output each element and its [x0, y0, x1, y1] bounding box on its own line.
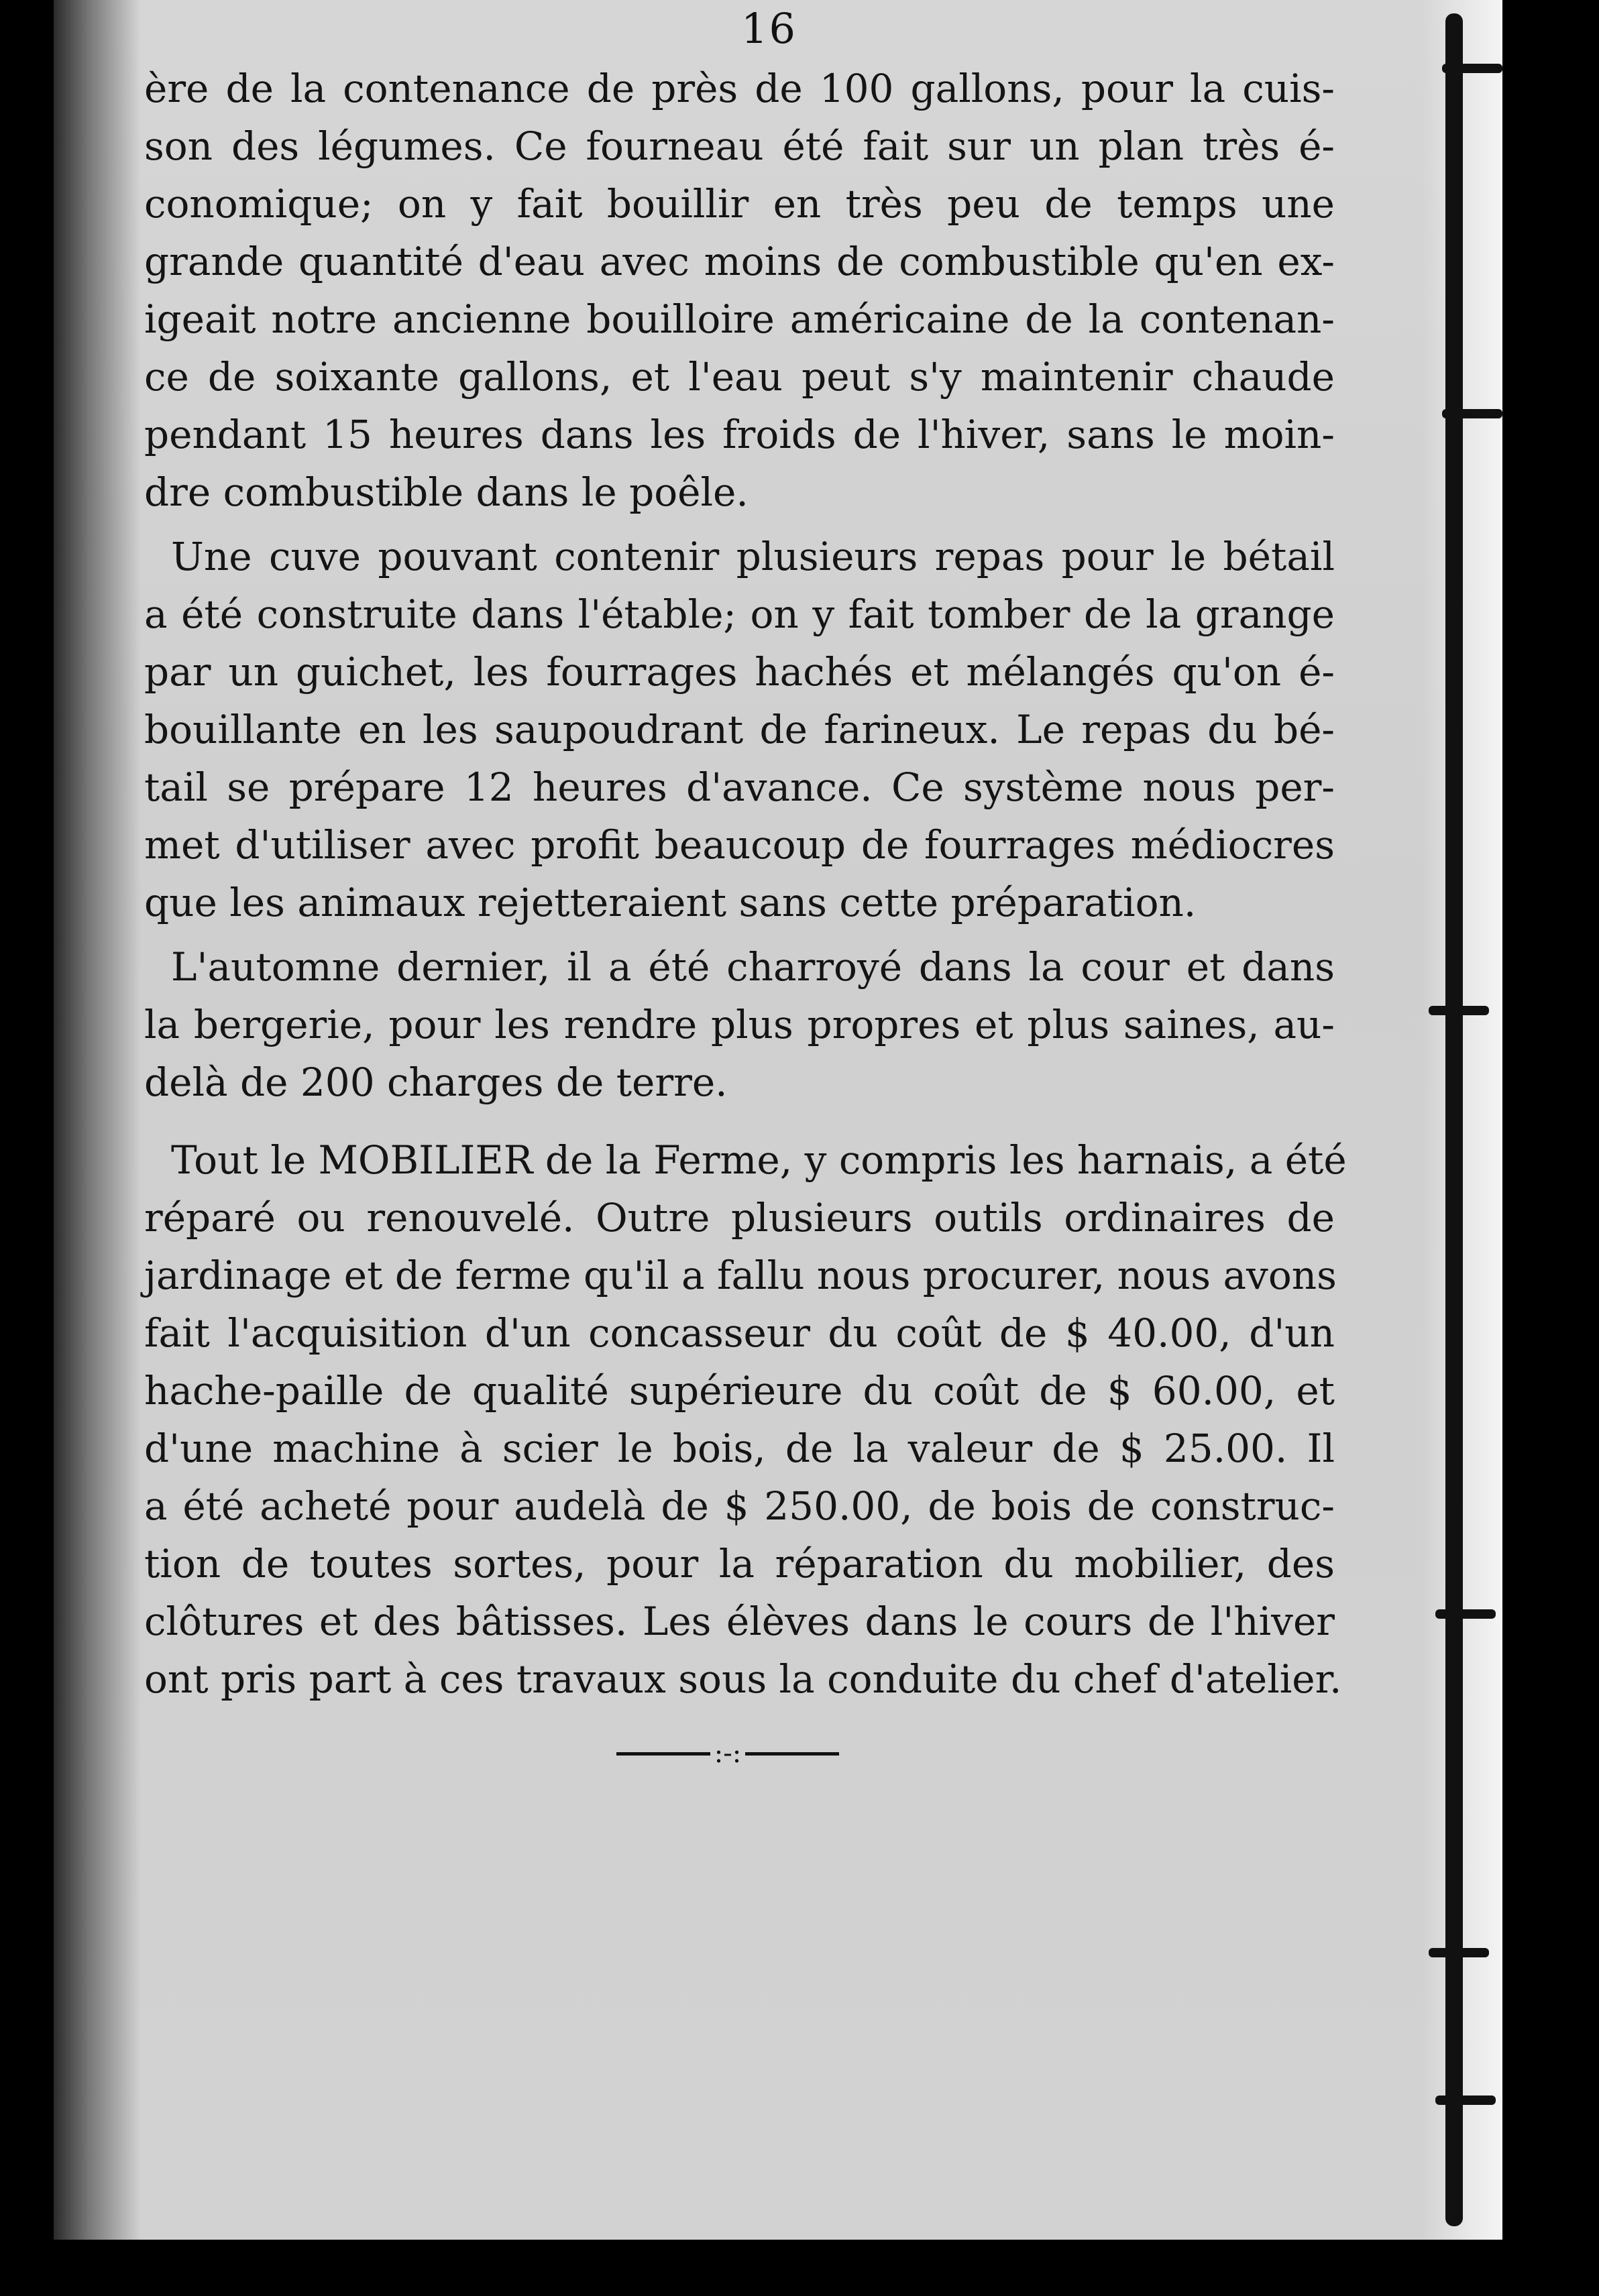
text-line: que les animaux rejetteraient sans cette préparation. [144, 880, 1197, 925]
text-line: d'une machine à scier le bois, de la valeur de $ 25.00. Il [144, 1426, 1335, 1471]
text-line: dre combustible dans le poêle. [144, 469, 749, 515]
scan-border [0, 2240, 1599, 2296]
binding-staple [1442, 409, 1502, 418]
text-line: igeait notre ancienne bouilloire américaine de la contenan- [144, 296, 1335, 342]
binding-shadow [54, 0, 141, 2246]
text-line: delà de 200 charges de terre. [144, 1059, 728, 1105]
text-line: pendant 15 heures dans les froids de l'hiver, sans le moin- [144, 412, 1335, 457]
section-divider [607, 1738, 848, 1769]
binding-staple [1435, 2096, 1496, 2105]
text-line: a été construite dans l'étable; on y fait tomber de la grange [144, 591, 1335, 637]
text-line: ce de soixante gallons, et l'eau peut s'y maintenir chaude [144, 354, 1335, 400]
divider-ornament: :-: [714, 1738, 742, 1769]
text-line: ont pris part à ces travaux sous la conduite du chef d'atelier. [144, 1656, 1342, 1702]
text-line: ère de la contenance de près de 100 gallons, pour la cuis- [144, 66, 1335, 111]
divider-rule-right [745, 1752, 839, 1756]
text-line: fait l'acquisition d'un concasseur du coût de $ 40.00, d'un [144, 1310, 1335, 1356]
text-line: son des légumes. Ce fourneau été fait sur un plan très é- [144, 123, 1335, 169]
text-line: a été acheté pour audelà de $ 250.00, de bois de construc- [144, 1483, 1335, 1529]
text-line: hache-paille de qualité supérieure du coût de $ 60.00, et [144, 1368, 1335, 1414]
text-line: réparé ou renouvelé. Outre plusieurs outils ordinaires de [144, 1195, 1335, 1241]
text-line: met d'utiliser avec profit beaucoup de fourrages médiocres [144, 822, 1335, 868]
text-line: grande quantité d'eau avec moins de combustible qu'en ex- [144, 239, 1335, 284]
text-line: tail se prépare 12 heures d'avance. Ce système nous per- [144, 764, 1335, 810]
text-line: clôtures et des bâtisses. Les élèves dans le cours de l'hiver [144, 1599, 1335, 1644]
text-line: bouillante en les saupoudrant de farineux. Le repas du bé- [144, 707, 1335, 752]
text-line: la bergerie, pour les rendre plus propres et plus saines, au- [144, 1002, 1335, 1047]
divider-rule-left [616, 1752, 710, 1756]
text-line: par un guichet, les fourrages hachés et mélangés qu'on é- [144, 649, 1335, 695]
text-line: Tout le MOBILIER de la Ferme, y compris les harnais, a été [171, 1137, 1347, 1183]
text-line: Une cuve pouvant contenir plusieurs repas pour le bétail [171, 534, 1335, 579]
binding-staple [1429, 1006, 1489, 1015]
binding-spine [1445, 13, 1463, 2226]
binding-staple [1429, 1948, 1489, 1957]
binding-staple [1435, 1609, 1496, 1619]
page-number: 16 [741, 4, 797, 53]
binding-staple [1442, 64, 1502, 73]
text-line: tion de toutes sortes, pour la réparation du mobilier, des [144, 1541, 1335, 1587]
text-line: jardinage et de ferme qu'il a fallu nous procurer, nous avons [144, 1253, 1337, 1298]
text-line: L'automne dernier, il a été charroyé dans la cour et dans [171, 944, 1335, 990]
text-line: conomique; on y fait bouillir en très peu de temps une [144, 181, 1335, 227]
